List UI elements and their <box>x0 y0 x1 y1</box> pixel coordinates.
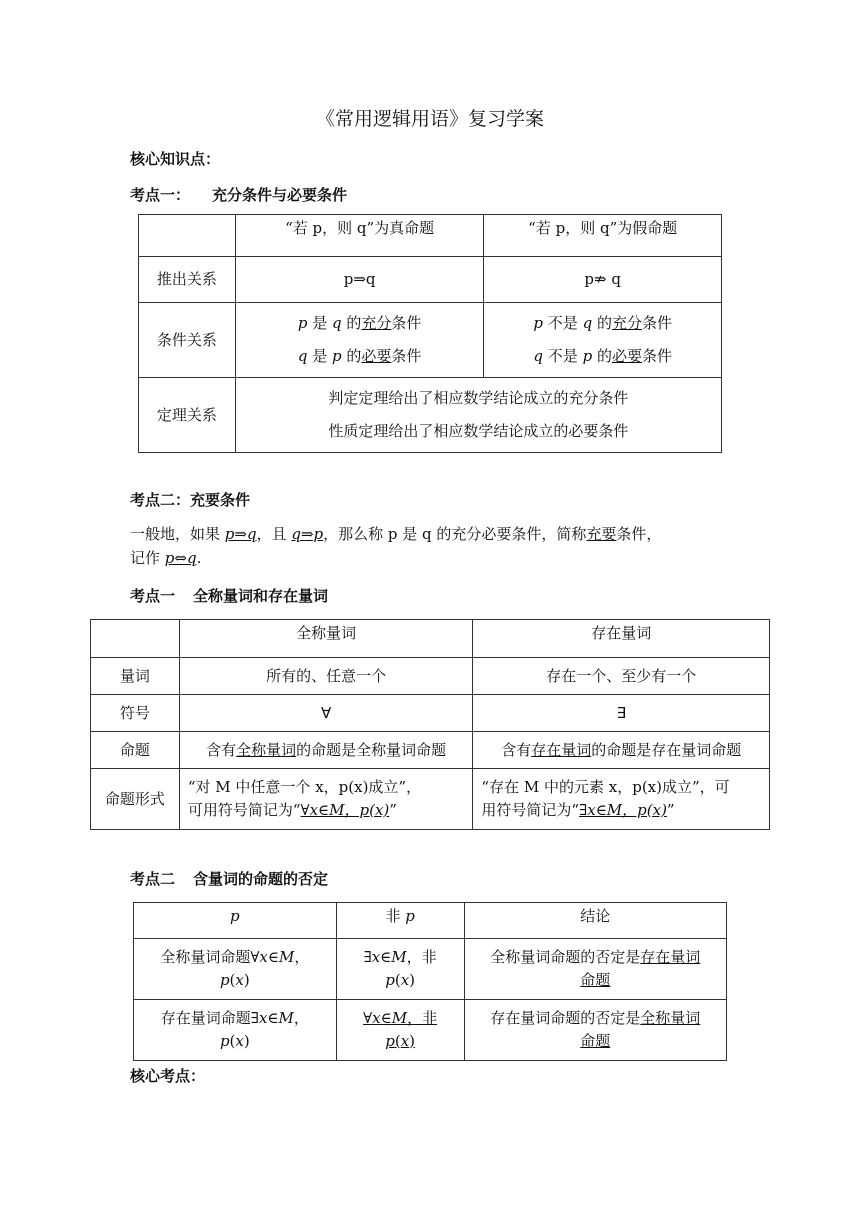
table2-h-exist: 存在量词 <box>473 620 770 658</box>
exists-symbol: ∃ <box>473 695 770 732</box>
section2-heading: 考点二：充要条件 <box>130 491 251 509</box>
table3-h-p: p <box>134 903 337 939</box>
para-line1: 一般地，如果 p⇒q，且 q⇒p，那么称 p 是 q 的充分必要条件，简称充要条件， <box>130 525 662 543</box>
row3-line1: 判定定理给出了相应数学结论成立的充分条件 <box>328 389 629 407</box>
table2-r2-label: 符号 <box>91 695 180 732</box>
section3-title: 全称量词和存在量词 <box>193 587 329 605</box>
core-points-heading: 核心考点： <box>130 1067 206 1085</box>
row2-false-line2: q 不是 p 的必要条件 <box>533 347 672 365</box>
table1-header-true: “若 p，则 q”为真命题 <box>235 215 484 257</box>
table3-r1-p: 全称量词命题∀x∈M， p(x) <box>134 939 337 1000</box>
table3-r2-conc: 存在量词命题的否定是全称量词 命题 <box>464 1000 726 1061</box>
table3-r2-p: 存在量词命题∃x∈M， p(x) <box>134 1000 337 1061</box>
table1-row1-false: p⇏ q <box>484 257 722 303</box>
quantifier-table <box>90 619 770 830</box>
table3-r1-conc: 全称量词命题的否定是存在量词 命题 <box>464 939 726 1000</box>
table1-row2-true <box>235 303 484 378</box>
page-title: 《常用逻辑用语》复习学案 <box>315 108 544 130</box>
section4-title: 含量词的命题的否定 <box>193 870 329 888</box>
p-implies-q: p⇒q <box>224 525 257 543</box>
table1-corner <box>139 215 236 257</box>
row2-true-line2: q 是 p 的必要条件 <box>297 347 422 365</box>
table1-header-false: “若 p，则 q”为假命题 <box>484 215 722 257</box>
table3-h-conc: 结论 <box>464 903 726 939</box>
section1-heading <box>130 184 347 205</box>
section4-heading <box>130 868 328 889</box>
p-equiv-q: p⇔q <box>164 549 197 567</box>
definition-paragraph <box>130 522 740 570</box>
row3-line2: 性质定理给出了相应数学结论成立的必要条件 <box>328 422 629 440</box>
chongyao-term: 充要 <box>586 525 617 543</box>
table2-r1-all: 所有的、任意一个 <box>179 658 473 695</box>
table1-row1-true: p⇒q <box>235 257 484 303</box>
table1-row2-false <box>484 303 722 378</box>
negation-table <box>133 902 727 1061</box>
table3-h-notp: 非 p <box>336 903 464 939</box>
table1-row3-label: 定理关系 <box>139 378 236 453</box>
para-line2: 记作 p⇔q. <box>130 549 202 567</box>
table2-r3-all: 含有全称量词的命题是全称量词命题 <box>179 732 473 769</box>
forall-symbol: ∀ <box>179 695 473 732</box>
table2-r1-exist: 存在一个、至少有一个 <box>473 658 770 695</box>
table2-h-all: 全称量词 <box>179 620 473 658</box>
table3-r2-notp: ∀x∈M，非 p(x) <box>336 1000 464 1061</box>
table2-r4-label: 命题形式 <box>91 769 180 830</box>
table2-r4-exist: “存在 M 中的元素 x，p(x)成立”，可 用符号简记为“∃x∈M，p(x)” <box>473 769 770 830</box>
core-knowledge-heading: 核心知识点： <box>130 150 221 168</box>
table2-r1-label: 量词 <box>91 658 180 695</box>
table2-corner <box>91 620 180 658</box>
section1-title: 充分条件与必要条件 <box>212 186 348 204</box>
section1-label: 考点一： <box>130 186 191 204</box>
table2-r3-exist: 含有存在量词的命题是存在量词命题 <box>473 732 770 769</box>
table3-r1-notp: ∃x∈M，非 p(x) <box>336 939 464 1000</box>
section3-heading <box>130 585 328 606</box>
q-implies-p: q⇒p <box>291 525 324 543</box>
table1-row1-label: 推出关系 <box>139 257 236 303</box>
row2-false-line1: p 不是 q 的充分条件 <box>533 314 672 332</box>
table1-row2-label: 条件关系 <box>139 303 236 378</box>
table2-r4-all: “对 M 中任意一个 x，p(x)成立”， 可用符号简记为“∀x∈M，p(x)” <box>179 769 473 830</box>
row2-true-line1: p 是 q 的充分条件 <box>297 314 422 332</box>
section4-label: 考点二 <box>130 870 176 888</box>
table2-r3-label: 命题 <box>91 732 180 769</box>
sufficient-necessary-table <box>138 214 722 453</box>
section3-label: 考点一 <box>130 587 176 605</box>
table1-row3-text <box>235 378 721 453</box>
